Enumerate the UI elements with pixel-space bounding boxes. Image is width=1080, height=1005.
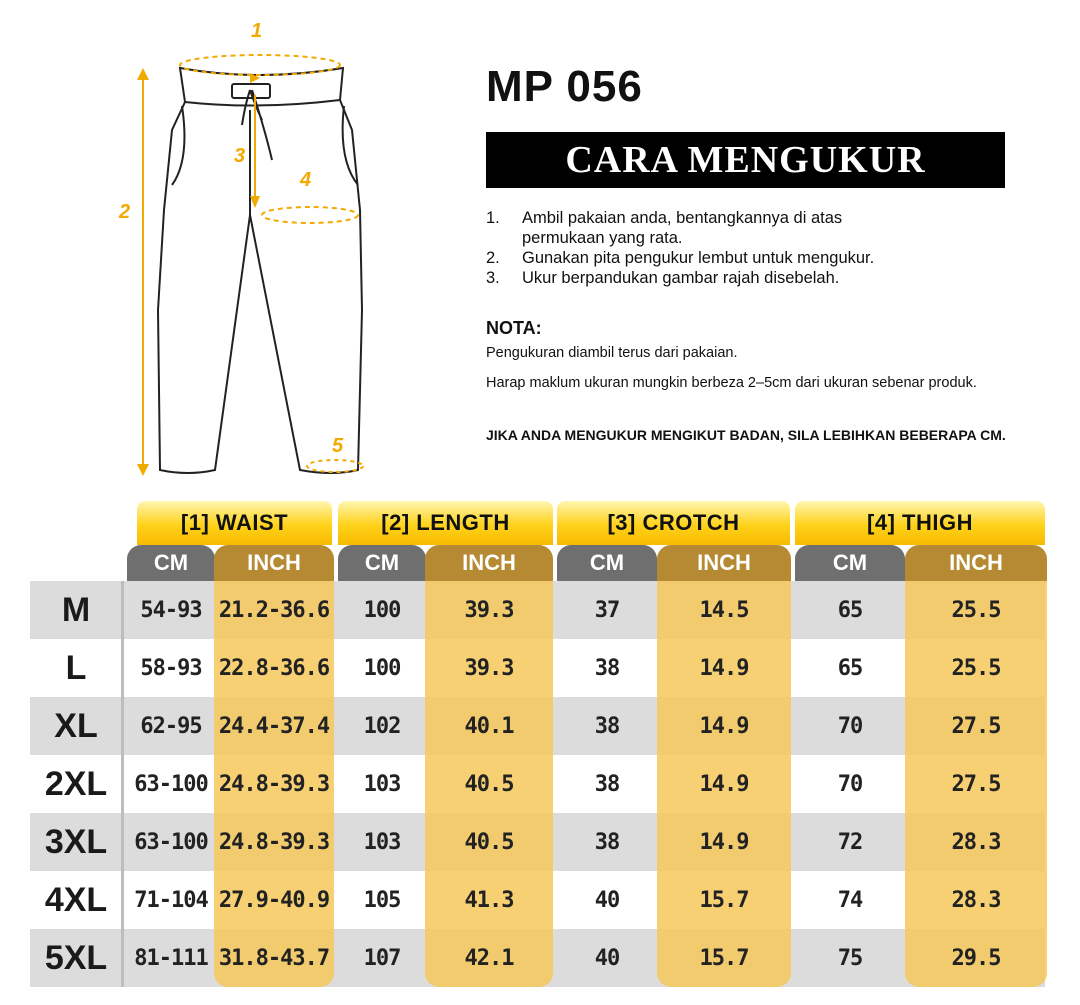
pants-illustration bbox=[100, 10, 400, 485]
step-item: 2. Gunakan pita pengukur lembut untuk mengukur. bbox=[486, 249, 875, 267]
nota-title: NOTA: bbox=[486, 318, 542, 338]
table-cell: 103 bbox=[363, 771, 401, 797]
table-cell: 15.7 bbox=[699, 887, 749, 913]
product-code: MP 056 bbox=[486, 62, 643, 111]
table-cell: 100 bbox=[363, 597, 401, 623]
nota-text-3: JIKA ANDA MENGUKUR MENGIKUT BADAN, SILA LEBIHKAN BEBERAPA CM. bbox=[486, 427, 1006, 443]
table-cell: 38 bbox=[594, 713, 620, 739]
table-cell: 15.7 bbox=[699, 945, 749, 971]
table-cell: 63-100 bbox=[134, 771, 208, 797]
table-cell: 37 bbox=[594, 597, 620, 623]
size-label: XL bbox=[54, 706, 98, 745]
table-cell: 58-93 bbox=[140, 655, 202, 681]
label-1: 1 bbox=[251, 20, 263, 42]
table-cell: 14.9 bbox=[699, 829, 749, 855]
unit-cm-crotch: CM bbox=[557, 545, 657, 581]
thigh-measure-ellipse bbox=[262, 207, 358, 223]
table-cell: 27.5 bbox=[951, 713, 1001, 739]
table-cell: 14.9 bbox=[699, 713, 749, 739]
size-label: 4XL bbox=[44, 880, 108, 919]
table-cell: 25.5 bbox=[951, 597, 1001, 623]
unit-cm-thigh: CM bbox=[795, 545, 905, 581]
size-label: 2XL bbox=[44, 764, 108, 803]
hem-measure-ellipse bbox=[307, 460, 363, 472]
pants-outline bbox=[158, 100, 362, 473]
table-cell: 70 bbox=[837, 771, 863, 797]
table-cell: 72 bbox=[837, 829, 863, 855]
unit-inch-thigh: INCH bbox=[905, 545, 1047, 581]
group-header-length: [2] LENGTH bbox=[338, 501, 553, 545]
size-label: M bbox=[61, 590, 91, 629]
table-cell: 28.3 bbox=[951, 887, 1001, 913]
table-cell: 42.1 bbox=[464, 945, 514, 971]
group-header-thigh: [4] THIGH bbox=[795, 501, 1045, 545]
table-cell: 38 bbox=[594, 829, 620, 855]
unit-inch-crotch: INCH bbox=[657, 545, 791, 581]
table-cell: 102 bbox=[363, 713, 401, 739]
group-header-waist: [1] WAIST bbox=[137, 501, 332, 545]
table-cell: 27.9-40.9 bbox=[218, 887, 330, 913]
label-2: 2 bbox=[119, 201, 131, 223]
table-cell: 24.8-39.3 bbox=[218, 771, 330, 797]
table-cell: 54-93 bbox=[140, 597, 202, 623]
unit-cm-length: CM bbox=[338, 545, 426, 581]
label-5: 5 bbox=[332, 435, 344, 457]
unit-cm-waist: CM bbox=[127, 545, 215, 581]
table-cell: 24.8-39.3 bbox=[218, 829, 330, 855]
table-cell: 29.5 bbox=[951, 945, 1001, 971]
step-item: 1. Ambil pakaian anda, bentangkannya di atas bbox=[486, 209, 843, 227]
table-cell: 38 bbox=[594, 771, 620, 797]
table-cell: 39.3 bbox=[464, 597, 514, 623]
table-cell: 74 bbox=[837, 887, 863, 913]
table-cell: 14.9 bbox=[699, 771, 749, 797]
table-cell: 40 bbox=[594, 887, 620, 913]
table-cell: 40 bbox=[594, 945, 620, 971]
drawstring bbox=[242, 90, 272, 160]
table-cell: 71-104 bbox=[134, 887, 208, 913]
howto-title: CARA MENGUKUR bbox=[486, 132, 1005, 188]
table-cell: 14.5 bbox=[699, 597, 749, 623]
unit-inch-length: INCH bbox=[425, 545, 553, 581]
table-cell: 103 bbox=[363, 829, 401, 855]
step-item: permukaan yang rata. bbox=[522, 229, 683, 247]
table-cell: 38 bbox=[594, 655, 620, 681]
step-item: 3. Ukur berpandukan gambar rajah disebelah. bbox=[486, 269, 840, 287]
pants-diagram bbox=[100, 10, 400, 485]
table-cell: 27.5 bbox=[951, 771, 1001, 797]
table-cell: 107 bbox=[363, 945, 401, 971]
table-cell: 70 bbox=[837, 713, 863, 739]
table-cell: 81-111 bbox=[134, 945, 208, 971]
table-cell: 75 bbox=[837, 945, 863, 971]
table-cell: 14.9 bbox=[699, 655, 749, 681]
table-cell: 65 bbox=[837, 655, 863, 681]
size-label: 3XL bbox=[44, 822, 108, 861]
label-4: 4 bbox=[300, 169, 312, 191]
table-cell: 39.3 bbox=[464, 655, 514, 681]
group-header-crotch: [3] CROTCH bbox=[557, 501, 790, 545]
table-cell: 65 bbox=[837, 597, 863, 623]
measure-steps bbox=[486, 208, 1026, 288]
table-cell: 62-95 bbox=[140, 713, 202, 739]
table-cell: 105 bbox=[363, 887, 401, 913]
table-cell: 40.5 bbox=[464, 771, 514, 797]
table-cell: 40.5 bbox=[464, 829, 514, 855]
table-cell: 63-100 bbox=[134, 829, 208, 855]
table-cell: 22.8-36.6 bbox=[218, 655, 330, 681]
table-cell: 25.5 bbox=[951, 655, 1001, 681]
nota-text-1: Pengukuran diambil terus dari pakaian. bbox=[486, 345, 738, 361]
table-cell: 31.8-43.7 bbox=[218, 945, 330, 971]
label-3: 3 bbox=[234, 145, 246, 167]
unit-inch-waist: INCH bbox=[214, 545, 334, 581]
size-label: L bbox=[65, 648, 87, 687]
table-cell: 28.3 bbox=[951, 829, 1001, 855]
table-cell: 41.3 bbox=[464, 887, 514, 913]
table-cell: 24.4-37.4 bbox=[218, 713, 330, 739]
table-cell: 40.1 bbox=[464, 713, 514, 739]
waistband bbox=[180, 68, 343, 106]
size-label: 5XL bbox=[44, 938, 108, 977]
nota-text-2: Harap maklum ukuran mungkin berbeza 2–5cm dari ukuran sebenar produk. bbox=[486, 375, 977, 391]
table-cell: 100 bbox=[363, 655, 401, 681]
table-cell: 21.2-36.6 bbox=[218, 597, 330, 623]
